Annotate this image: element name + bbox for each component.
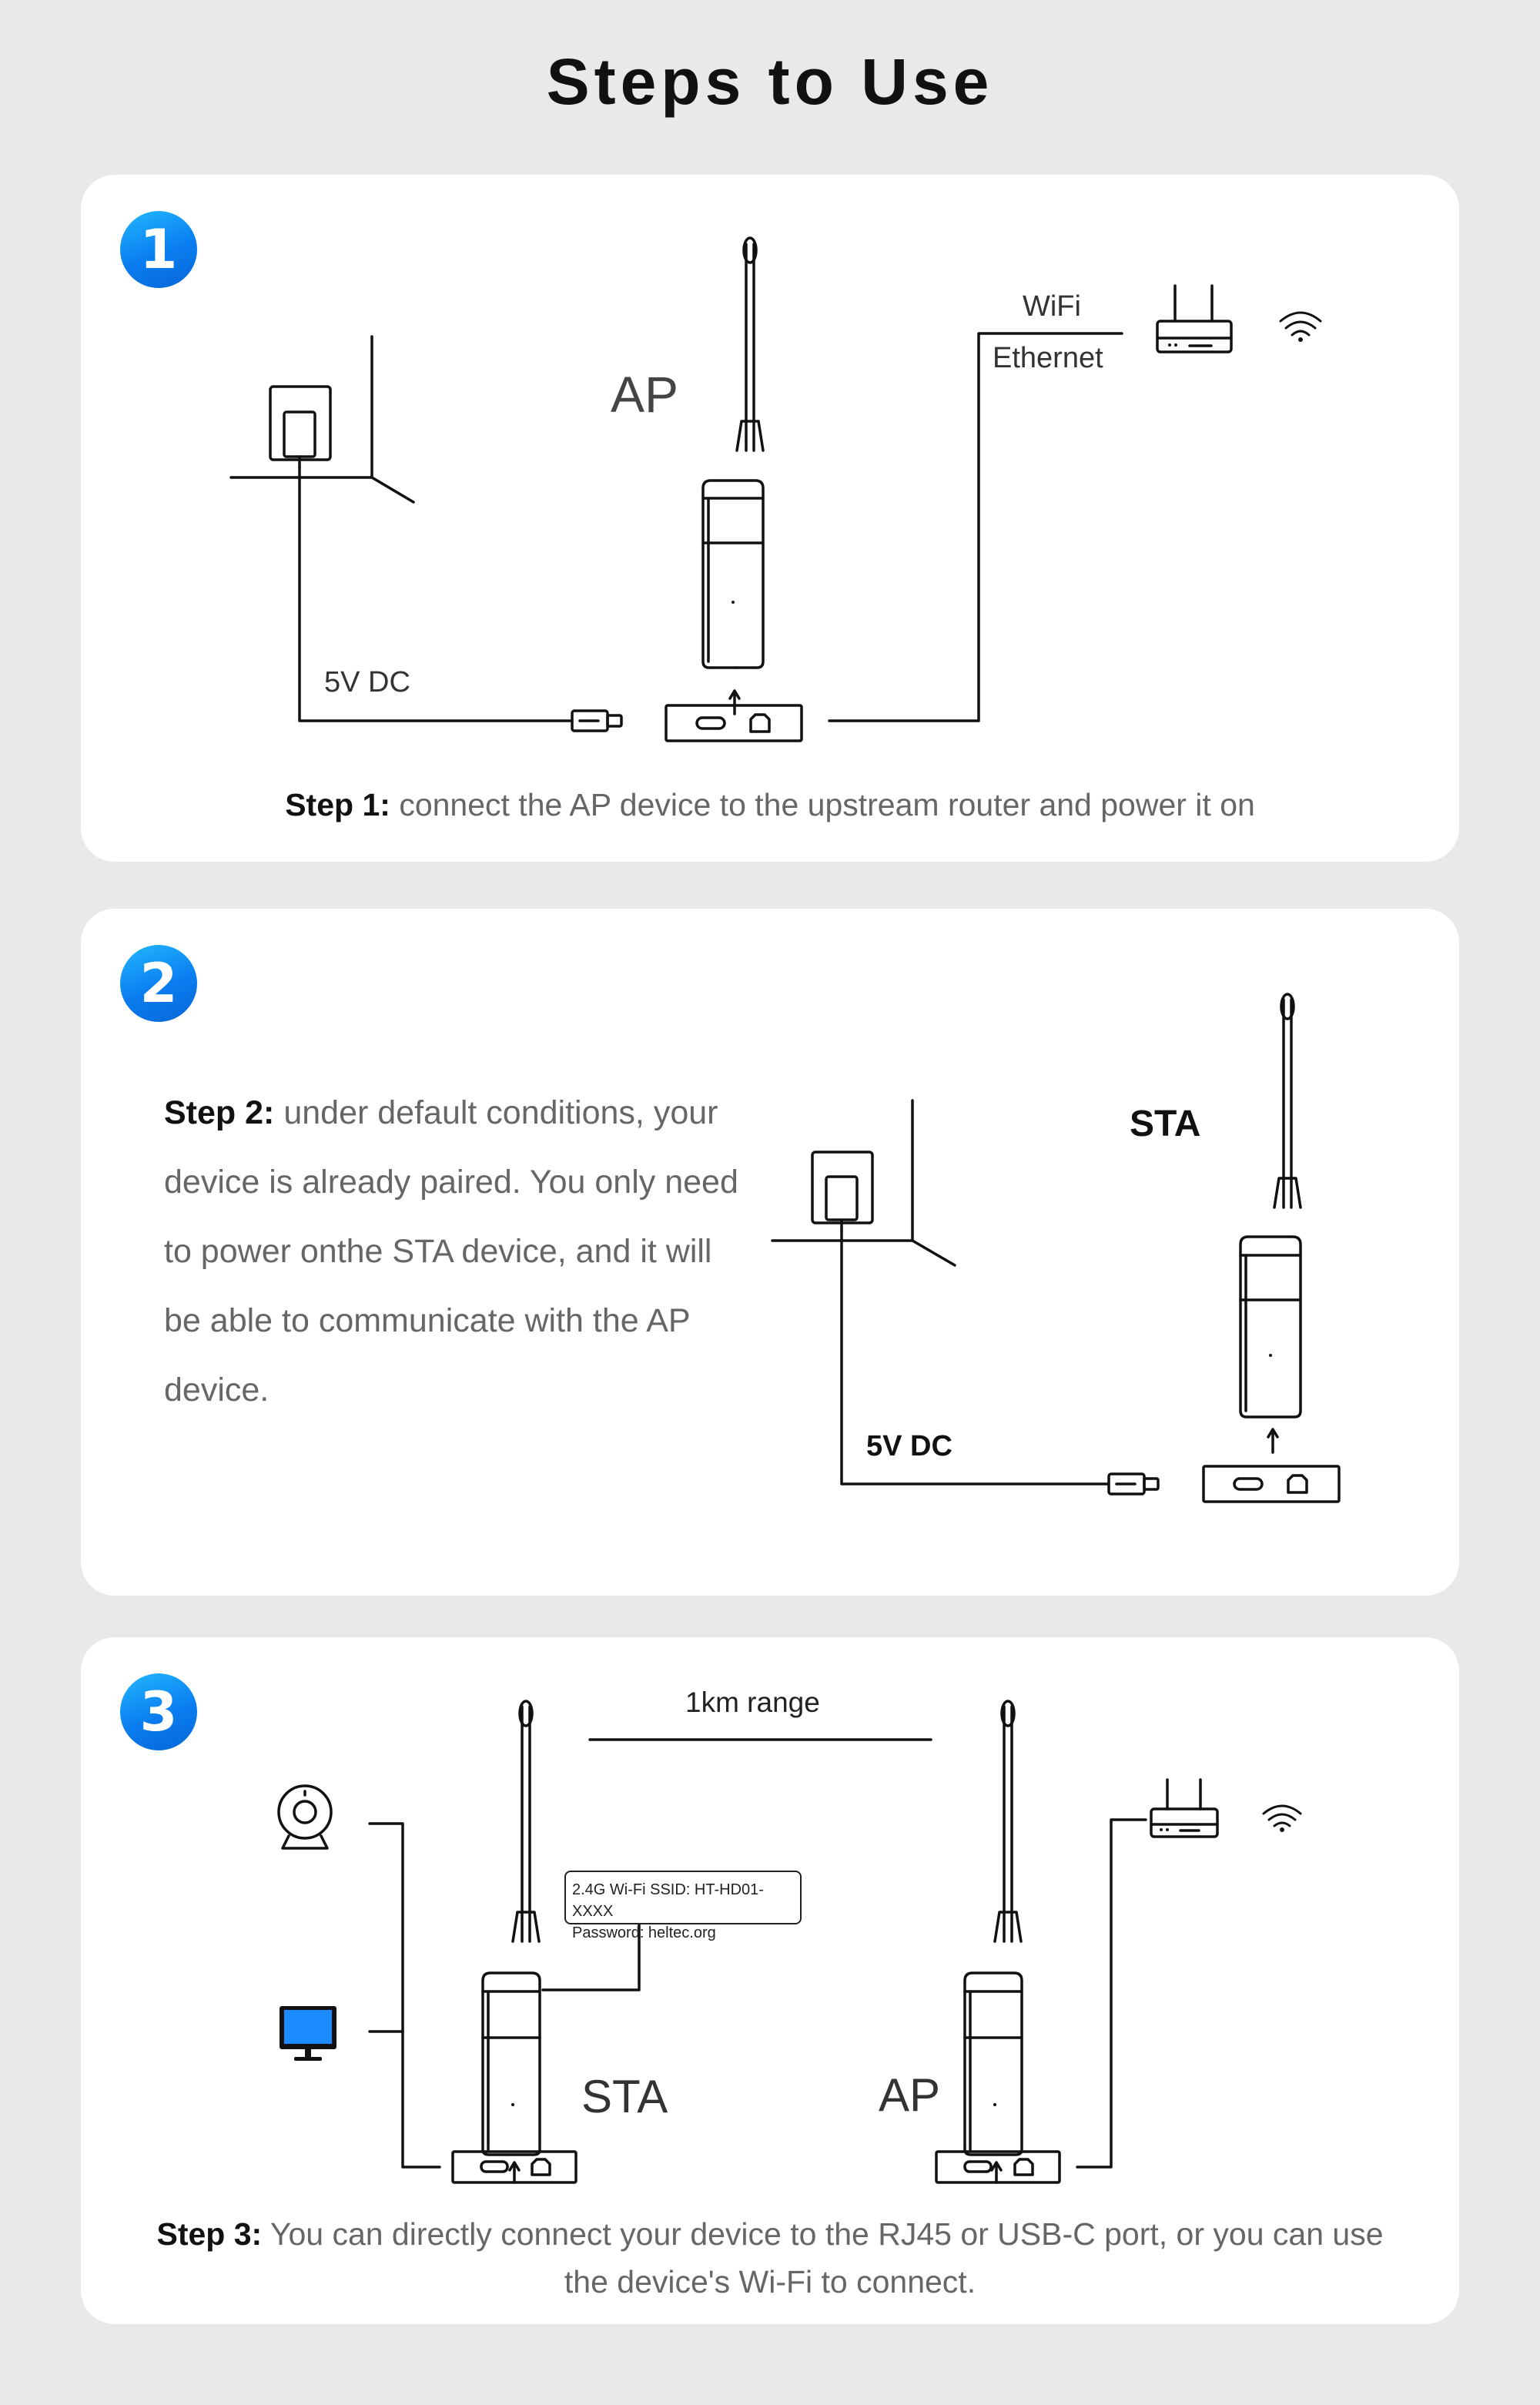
step-1-caption-text: connect the AP device to the upstream router and power it on xyxy=(399,787,1255,822)
ap-label: AP xyxy=(611,366,679,423)
step-3-caption xyxy=(81,2210,1459,2306)
step-1-caption xyxy=(81,781,1459,829)
sta-device-illustration xyxy=(1204,994,1339,1502)
usb-plug-icon xyxy=(1109,1474,1158,1494)
wifi-icon xyxy=(1281,313,1321,335)
ap-device-illustration xyxy=(666,238,802,741)
ap-label: AP xyxy=(879,2069,941,2121)
sta-connection-lines xyxy=(370,1824,440,2167)
page-title: Steps to Use xyxy=(546,45,994,118)
step-1-caption-lead: Step 1: xyxy=(285,787,390,822)
password-line: Password: heltec.org xyxy=(572,1924,716,1941)
ethernet-cable xyxy=(829,333,1122,721)
step-2-diagram xyxy=(81,909,1459,1596)
webcam-icon xyxy=(279,1786,331,1848)
wifi-credentials-callout xyxy=(564,1871,802,1941)
power-label: 5V DC xyxy=(866,1430,952,1462)
step-1-card xyxy=(81,175,1459,862)
ap-device-illustration xyxy=(936,1701,1060,2182)
sta-label: STA xyxy=(1130,1104,1201,1144)
step-2-badge: 2 xyxy=(120,945,197,1022)
ap-connection-lines xyxy=(1077,1820,1146,2167)
range-label: 1km range xyxy=(685,1687,820,1718)
step-3-caption-lead: Step 3: xyxy=(156,2216,263,2252)
wall-corner xyxy=(231,337,413,502)
step-2-text-body: under default conditions, your device is already paired. You only need to power onthe STA device, and it will be able to communicate with the AP device. xyxy=(164,1094,738,1408)
power-outlet-icon xyxy=(270,387,330,467)
power-outlet-icon xyxy=(812,1152,872,1231)
usb-plug-icon xyxy=(572,711,621,731)
ssid-line: 2.4G Wi-Fi SSID: HT-HD01-XXXX xyxy=(572,1881,764,1920)
step-3-card xyxy=(81,1637,1459,2324)
sta-label: STA xyxy=(581,2071,668,2122)
step-2-card xyxy=(81,909,1459,1596)
router-icon xyxy=(1157,286,1231,352)
step-2-text-lead: Step 2: xyxy=(164,1094,275,1131)
step-1-diagram xyxy=(81,175,1459,862)
wifi-icon xyxy=(1264,1806,1301,1826)
step-3-caption-text: You can directly connect your device to the RJ45 or USB-C port, or you can use the device's Wi-Fi to connect. xyxy=(270,2216,1384,2299)
power-label: 5V DC xyxy=(324,666,410,698)
step-1-badge: 1 xyxy=(120,211,197,288)
step-3-badge: 3 xyxy=(120,1673,197,1750)
wall-corner xyxy=(772,1100,955,1265)
monitor-icon xyxy=(280,2006,336,2061)
wifi-label: WiFi xyxy=(1023,290,1081,323)
ethernet-label: Ethernet xyxy=(993,342,1103,374)
router-icon xyxy=(1151,1780,1217,1837)
